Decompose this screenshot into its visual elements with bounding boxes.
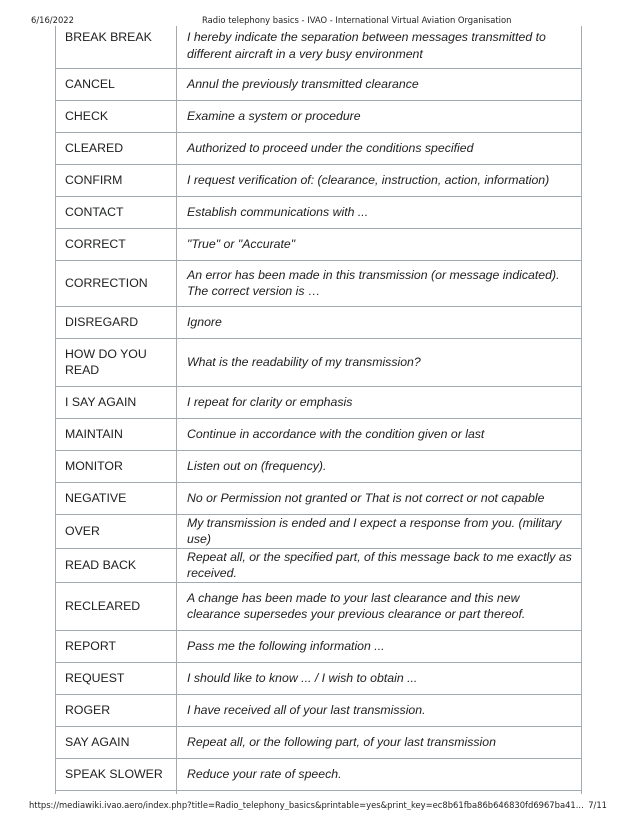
phrase-meaning: Examine a system or procedure — [177, 100, 582, 132]
phrase-term: CLEARED — [56, 132, 177, 164]
phrase-meaning: Annul the previously transmitted clearance — [177, 68, 582, 100]
table-row — [56, 306, 582, 338]
table-row — [56, 26, 582, 68]
phrase-term — [56, 790, 177, 794]
table-row — [56, 228, 582, 260]
table-row — [56, 630, 582, 662]
phrase-term: BREAK BREAK — [56, 26, 177, 68]
phrase-table-container — [55, 26, 582, 794]
phrase-meaning: Continue in accordance with the condition given or last — [177, 418, 582, 450]
phrase-term: CHECK — [56, 100, 177, 132]
table-row — [56, 338, 582, 386]
phrase-term: RECLEARED — [56, 582, 177, 630]
phrase-term: CONTACT — [56, 196, 177, 228]
table-row — [56, 132, 582, 164]
phrase-meaning: Reduce your rate of speech. — [177, 758, 582, 790]
table-row — [56, 196, 582, 228]
phrase-meaning: A change has been made to your last clearance and this new clearance supersedes your previous clearance or part thereof. — [177, 582, 582, 630]
phrase-meaning: Establish communications with ... — [177, 196, 582, 228]
phrase-term: OVER — [56, 514, 177, 548]
phrase-term: DISREGARD — [56, 306, 177, 338]
phrase-meaning: What is the readability of my transmission? — [177, 338, 582, 386]
phrase-meaning: Repeat all, or the specified part, of this message back to me exactly as received. — [177, 548, 582, 582]
print-date: 6/16/2022 — [31, 15, 74, 25]
table-row — [56, 726, 582, 758]
phrase-meaning: I should like to know ... / I wish to obtain ... — [177, 662, 582, 694]
print-url: https://mediawiki.ivao.aero/index.php?title=Radio_telephony_basics&printable=yes&print_key=ec8b61fba86b646830fd6967ba41... — [29, 800, 584, 810]
phrase-term: ROGER — [56, 694, 177, 726]
phrase-term: CORRECT — [56, 228, 177, 260]
phrase-term: HOW DO YOU READ — [56, 338, 177, 386]
phrase-term: CORRECTION — [56, 260, 177, 306]
table-row — [56, 662, 582, 694]
table-row — [56, 68, 582, 100]
table-row — [56, 450, 582, 482]
phrase-term: SAY AGAIN — [56, 726, 177, 758]
phrase-meaning: I hereby indicate the separation between messages transmitted to different aircraft in a very busy environment — [177, 26, 582, 68]
phrase-term: CONFIRM — [56, 164, 177, 196]
phrase-term: NEGATIVE — [56, 482, 177, 514]
table-row — [56, 758, 582, 790]
phrase-meaning: Authorized to proceed under the conditions specified — [177, 132, 582, 164]
phrase-table-body — [56, 26, 582, 794]
phrase-meaning: I have received all of your last transmission. — [177, 694, 582, 726]
phrase-term: I SAY AGAIN — [56, 386, 177, 418]
phrase-term: REQUEST — [56, 662, 177, 694]
print-footer — [0, 800, 638, 812]
phrase-meaning: Ignore — [177, 306, 582, 338]
phrase-term: MAINTAIN — [56, 418, 177, 450]
phrase-meaning: My transmission is ended and I expect a response from you. (military use) — [177, 514, 582, 548]
table-row — [56, 164, 582, 196]
table-row — [56, 694, 582, 726]
phrase-meaning: Listen out on (frequency). — [177, 450, 582, 482]
phrase-term: REPORT — [56, 630, 177, 662]
phrase-table — [55, 26, 582, 794]
phrase-meaning: Pass me the following information ... — [177, 630, 582, 662]
table-row — [56, 790, 582, 794]
table-row — [56, 386, 582, 418]
phrase-term: READ BACK — [56, 548, 177, 582]
phrase-meaning: "True" or "Accurate" — [177, 228, 582, 260]
phrase-term: MONITOR — [56, 450, 177, 482]
phrase-meaning: I request verification of: (clearance, instruction, action, information) — [177, 164, 582, 196]
phrase-term: SPEAK SLOWER — [56, 758, 177, 790]
table-row — [56, 100, 582, 132]
table-row — [56, 582, 582, 630]
print-page-title: Radio telephony basics - IVAO - International Virtual Aviation Organisation — [202, 15, 512, 25]
phrase-meaning: An error has been made in this transmission (or message indicated). The correct version is … — [177, 260, 582, 306]
phrase-meaning: Repeat all, or the following part, of your last transmission — [177, 726, 582, 758]
table-row — [56, 514, 582, 548]
table-row — [56, 482, 582, 514]
phrase-meaning — [177, 790, 582, 794]
table-row — [56, 418, 582, 450]
page-number: 7/11 — [588, 800, 607, 810]
phrase-meaning: No or Permission not granted or That is not correct or not capable — [177, 482, 582, 514]
phrase-term: CANCEL — [56, 68, 177, 100]
table-row — [56, 260, 582, 306]
table-row — [56, 548, 582, 582]
phrase-meaning: I repeat for clarity or emphasis — [177, 386, 582, 418]
